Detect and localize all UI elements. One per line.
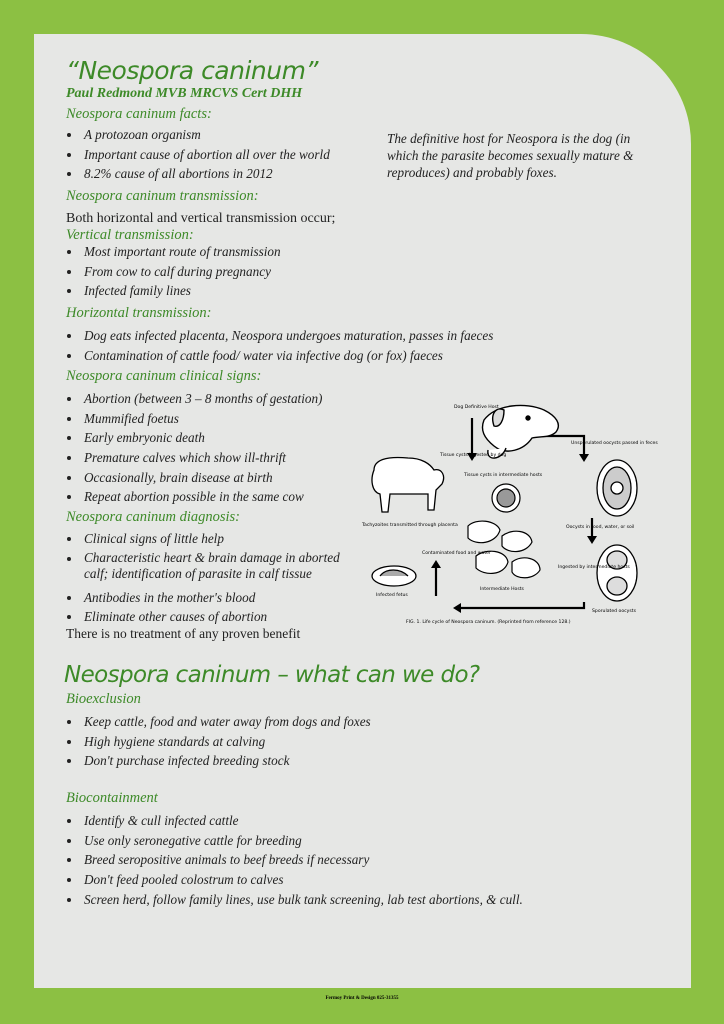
diagnosis-list <box>66 530 344 628</box>
life-cycle-figure <box>356 398 658 630</box>
list-item: Premature calves which show ill-thrift <box>66 449 322 469</box>
list-item: Antibodies in the mother's blood <box>66 589 344 609</box>
action-title: Neospora caninum – what can we do? <box>64 662 480 688</box>
transmission-heading: Neospora caninum transmission: <box>66 188 259 204</box>
intermediate-hosts-illustration <box>468 521 540 578</box>
tissue-cyst-illustration <box>492 484 520 512</box>
list-item: A protozoan organism <box>66 126 330 146</box>
diagnosis-heading: Neospora caninum diagnosis: <box>66 509 240 525</box>
ingested-label: Ingested by intermediate hosts <box>558 565 630 570</box>
oocyst-illustration <box>597 460 637 601</box>
list-item: Clinical signs of little help <box>66 530 344 550</box>
list-item: From cow to calf during pregnancy <box>66 263 281 283</box>
list-item: Screen herd, follow family lines, use bulk tank screening, lab test abortions, & cull. <box>66 891 523 911</box>
clinical-signs-list <box>66 390 322 508</box>
cysts-label: Tissue cysts in intermediate hosts <box>464 473 543 478</box>
author-line: Paul Redmond MVB MRCVS Cert DHH <box>66 86 303 101</box>
list-item: Abortion (between 3 – 8 months of gestation) <box>66 390 322 410</box>
infected-fetus-label: Infected fetus <box>376 593 408 598</box>
list-item: Mummified foetus <box>66 410 322 430</box>
biocontainment-list <box>66 812 523 910</box>
unsporulated-label: Unsporulated oocysts passed in feces <box>571 441 658 446</box>
cow-illustration <box>372 458 444 513</box>
footer-credit: Fermoy Print & Design 025-31355 <box>325 996 399 1001</box>
list-item: Characteristic heart & brain damage in aborted calf; identification of parasite in calf tissue <box>66 550 344 589</box>
list-item: Don't feed pooled colostrum to calves <box>66 871 523 891</box>
definitive-host-note: The definitive host for Neospora is the dog (in which the parasite becomes sexually mature & reproduces) and probably foxes. <box>387 131 634 180</box>
bioexclusion-list <box>66 713 371 772</box>
vertical-transmission-list <box>66 243 281 302</box>
list-item: Important cause of abortion all over the world <box>66 146 330 166</box>
contaminated-label: Contaminated food and water <box>422 551 491 556</box>
dog-illustration <box>482 405 558 458</box>
list-item: Use only seronegative cattle for breeding <box>66 832 523 852</box>
figure-caption: FIG. 1. Life cycle of Neospora caninum. (Reprinted from reference 128.) <box>406 620 571 625</box>
bioexclusion-heading: Bioexclusion <box>66 691 141 707</box>
dog-host-label: Dog Definitive Host <box>454 405 499 410</box>
list-item: Most important route of transmission <box>66 243 281 263</box>
list-item: 8.2% cause of all abortions in 2012 <box>66 165 330 185</box>
transmission-intro: Both horizontal and vertical transmission occur; <box>66 211 336 226</box>
horizontal-transmission-list <box>66 327 493 366</box>
list-item: High hygiene standards at calving <box>66 733 371 753</box>
list-item: Infected family lines <box>66 282 281 302</box>
list-item: Early embryonic death <box>66 429 322 449</box>
list-item: Keep cattle, food and water away from dogs and foxes <box>66 713 371 733</box>
biocontainment-heading: Biocontainment <box>66 790 158 806</box>
list-item: Occasionally, brain disease at birth <box>66 469 322 489</box>
clinical-signs-heading: Neospora caninum clinical signs: <box>66 368 262 384</box>
sporulated-label: Sporulated oocysts <box>592 609 636 614</box>
list-item: Eliminate other causes of abortion <box>66 608 344 628</box>
facts-list <box>66 126 330 185</box>
treatment-note: There is no treatment of any proven benefit <box>66 626 301 641</box>
list-item: Dog eats infected placenta, Neospora undergoes maturation, passes in faeces <box>66 327 493 347</box>
intermediate-hosts-label: Intermediate Hosts <box>480 587 524 592</box>
list-item: Repeat abortion possible in the same cow <box>66 488 322 508</box>
fetus-illustration <box>372 566 416 586</box>
facts-heading: Neospora caninum facts: <box>66 106 212 122</box>
page-title: “Neospora caninum” <box>66 56 318 85</box>
vertical-transmission-heading: Vertical transmission: <box>66 227 194 243</box>
tachyzoites-label: Tachyzoites transmitted through placenta <box>362 523 458 528</box>
list-item: Don't purchase infected breeding stock <box>66 752 371 772</box>
list-item: Identify & cull infected cattle <box>66 812 523 832</box>
horizontal-transmission-heading: Horizontal transmission: <box>66 305 212 321</box>
oocysts-food-label: Oocysts in food, water, or soil <box>566 525 635 530</box>
tissue-cysts-label: Tissue cysts ingested by dog <box>440 453 507 458</box>
list-item: Contamination of cattle food/ water via infective dog (or fox) faeces <box>66 347 493 367</box>
list-item: Breed seropositive animals to beef breeds if necessary <box>66 851 523 871</box>
life-cycle-diagram <box>356 398 658 630</box>
